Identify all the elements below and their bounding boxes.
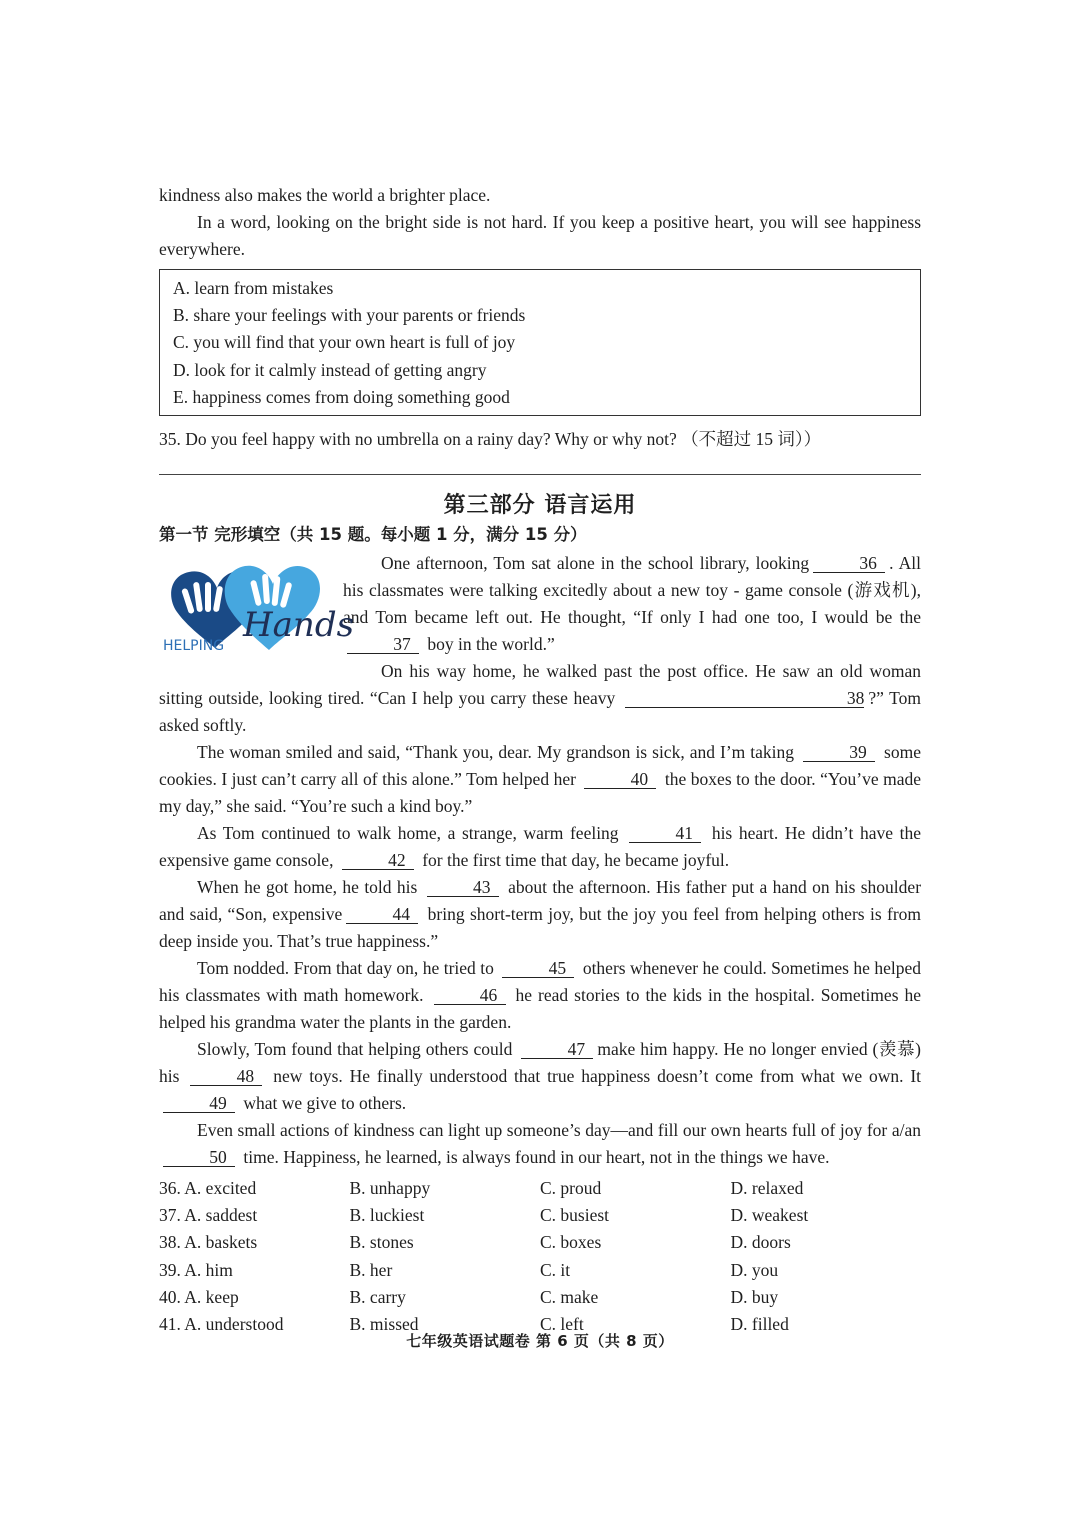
text: On his way home, he walked past the post office. He saw an old woman sitting outside, looking tired. “Can I help you carry these heavy	[159, 661, 921, 709]
cloze-para-8	[159, 1117, 921, 1171]
text: make him happy. He no longer envied (羡慕) his	[159, 1039, 922, 1087]
choice-d: D. doors	[730, 1232, 791, 1253]
choice-a: 36. A. excited	[159, 1178, 257, 1199]
choice-c: C. it	[540, 1259, 571, 1280]
cloze-para-2	[159, 658, 921, 739]
text: he read stories to the kids in the hospital. Sometimes he helped his grandma water the plants in the garden.	[159, 985, 922, 1033]
choice-a: 40. A. keep	[159, 1286, 239, 1307]
text: boy in the world.”	[427, 634, 555, 655]
text: about the afternoon. His father put a hand on his shoulder and said, “Son, expensive	[159, 877, 922, 925]
option-b: B. share your feelings with your parents or friends	[173, 305, 526, 326]
divider	[159, 474, 921, 475]
text: When he got home, he told his	[197, 877, 418, 898]
choice-b: B. unhappy	[349, 1178, 431, 1199]
blank-39: 39	[803, 743, 875, 762]
choice-a: 41. A. understood	[159, 1314, 284, 1335]
blank-36: 36	[813, 554, 885, 573]
blank-40: 40	[584, 770, 656, 789]
helping-hands-logo	[159, 554, 355, 660]
blank-49: 49	[163, 1094, 235, 1113]
exam-page	[159, 182, 921, 1338]
choice-c: C. boxes	[540, 1232, 602, 1253]
choice-d: D. relaxed	[730, 1178, 804, 1199]
question-35: 35. Do you feel happy with no umbrella on a rainy day? Why or why not? （不超过 15 词））	[159, 429, 822, 450]
choice-b: B. carry	[349, 1286, 406, 1307]
choice-d: D. buy	[730, 1286, 779, 1307]
cloze-para-1	[343, 550, 921, 658]
text: Tom nodded. From that day on, he tried to	[197, 958, 494, 979]
text: bring short-term joy, but the joy you feel from helping others is from deep inside you. That’s true happiness.”	[159, 904, 922, 952]
options-box	[159, 269, 921, 416]
text: his heart. He didn’t have the expensive game console,	[159, 823, 921, 871]
blank-50: 50	[163, 1148, 235, 1167]
cloze-para-6	[159, 955, 921, 1036]
cloze-para-4	[159, 820, 921, 874]
choice-a: 37. A. saddest	[159, 1205, 258, 1226]
choice-c: C. make	[540, 1286, 599, 1307]
option-d: D. look for it calmly instead of getting angry	[173, 359, 487, 380]
choice-c: C. proud	[540, 1178, 602, 1199]
text: time. Happiness, he learned, is always found in our heart, not in the things we have.	[243, 1147, 830, 1168]
choice-row-39	[159, 1257, 921, 1284]
text: ?” Tom asked softly.	[159, 688, 922, 736]
blank-46: 46	[434, 986, 506, 1005]
text: As Tom continued to walk home, a strange, warm feeling	[197, 823, 619, 844]
blank-45: 45	[502, 959, 574, 978]
page-footer: 七年级英语试题卷 第 6 页（共 8 页）	[406, 1332, 674, 1350]
text: The woman smiled and said, “Thank you, dear. My grandson is sick, and I’m taking	[197, 742, 795, 763]
choice-row-38	[159, 1229, 921, 1256]
choice-c: C. left	[540, 1314, 584, 1335]
cloze-passage	[159, 550, 921, 1171]
part-title: 第三部分 语言运用	[443, 493, 637, 519]
choice-d: D. you	[730, 1259, 779, 1280]
blank-48: 48	[190, 1067, 262, 1086]
cloze-para-3	[159, 739, 921, 820]
passage-end-line: kindness also makes the world a brighter place.	[159, 185, 491, 205]
blank-44: 44	[346, 905, 418, 924]
choice-b: B. missed	[349, 1314, 419, 1335]
logo-script-text: Hands	[243, 605, 355, 646]
text: Even small actions of kindness can light up someone’s day—and fill our own hearts full of joy for a/an	[197, 1120, 921, 1141]
option-e: E. happiness comes from doing something good	[173, 386, 510, 407]
choice-row-37	[159, 1202, 921, 1229]
blank-47: 47	[521, 1040, 593, 1059]
choice-a: 39. A. him	[159, 1259, 233, 1280]
choice-d: D. filled	[730, 1314, 789, 1335]
choice-d: D. weakest	[730, 1205, 809, 1226]
logo-small-text: HELPING	[163, 638, 225, 655]
passage-conclusion: In a word, looking on the bright side is not hard. If you keep a positive heart, you will see happiness everywhere.	[159, 212, 921, 259]
choice-b: B. stones	[349, 1232, 414, 1253]
text: Slowly, Tom found that helping others could	[197, 1039, 513, 1060]
blank-41: 41	[629, 824, 701, 843]
text: the boxes to the door. “You’ve made my day,” she said. “You’re such a kind boy.”	[159, 769, 921, 817]
cloze-para-7	[159, 1036, 921, 1117]
text: what we give to others.	[243, 1093, 407, 1114]
choice-b: B. her	[349, 1259, 393, 1280]
choice-row-40	[159, 1284, 921, 1311]
text: . All his classmates were talking excitedly about a new toy - game console (游戏机), and Tom became left out. He thought, “If only I had one too, I would be the	[343, 553, 921, 628]
text: new toys. He finally understood that true happiness doesn’t come from what we own. It	[273, 1066, 922, 1087]
choice-row-36	[159, 1175, 921, 1202]
text: others whenever he could. Sometimes he helped his classmates with math homework.	[159, 958, 922, 1006]
text: One afternoon, Tom sat alone in the school library, looking	[381, 553, 810, 574]
choice-c: C. busiest	[540, 1205, 610, 1226]
option-a: A. learn from mistakes	[173, 278, 334, 298]
cloze-para-5	[159, 874, 921, 955]
section-title: 第一节 完形填空（共 15 题。每小题 1 分，满分 15 分）	[159, 525, 587, 545]
blank-43: 43	[427, 878, 499, 897]
blank-38: 38	[625, 689, 865, 708]
blank-37: 37	[347, 635, 419, 654]
blank-42: 42	[342, 851, 414, 870]
choice-b: B. luckiest	[349, 1205, 425, 1226]
text: some cookies. I just can’t carry all of this alone.” Tom helped her	[159, 742, 921, 790]
option-c: C. you will find that your own heart is full of joy	[173, 332, 516, 353]
text: for the first time that day, he became joyful.	[422, 850, 730, 871]
answer-choices	[159, 1175, 921, 1338]
choice-a: 38. A. baskets	[159, 1232, 258, 1253]
